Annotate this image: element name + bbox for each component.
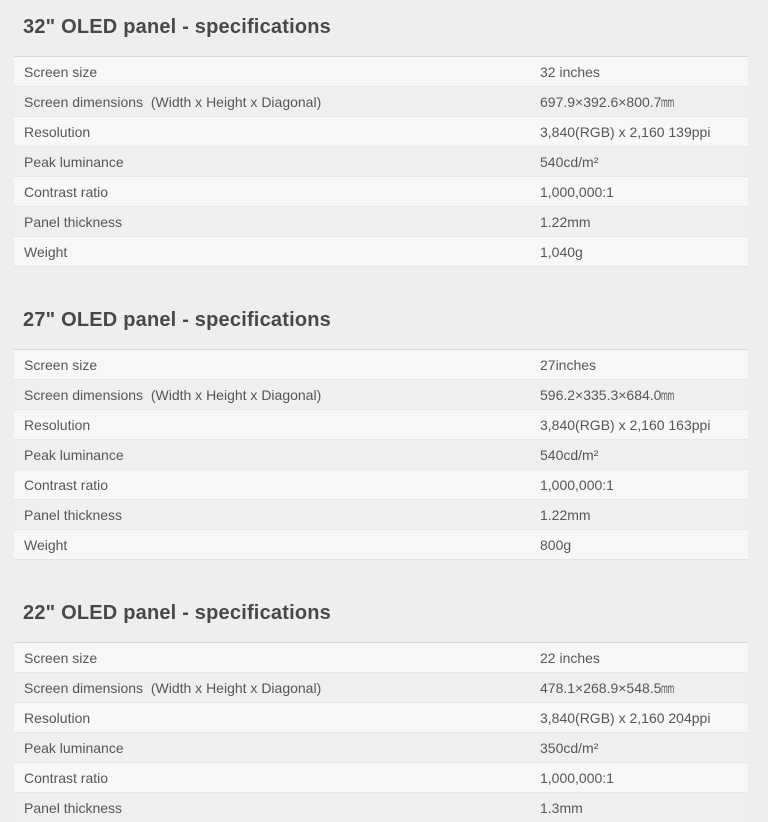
spec-value: 1,000,000:1 <box>540 769 614 786</box>
section-27-oled <box>14 267 748 560</box>
spec-label: Peak luminance <box>24 739 124 756</box>
spec-label: Screen size <box>24 649 98 666</box>
spec-label: Screen dimensions (Width x Height x Diagonal) <box>24 679 322 696</box>
spec-value: 3,840(RGB) x 2,160 204ppi <box>540 709 711 726</box>
spec-value: 3,840(RGB) x 2,160 163ppi <box>540 416 711 433</box>
spec-label: Resolution <box>24 709 91 726</box>
spec-row-screen-dimensions <box>14 672 748 702</box>
spec-row-screen-dimensions <box>14 379 748 409</box>
spec-label: Resolution <box>24 416 91 433</box>
spec-value: 697.9×392.6×800.7mm <box>540 93 675 110</box>
spec-row-contrast-ratio <box>14 176 748 206</box>
spec-label: Panel thickness <box>24 213 123 230</box>
spec-row-panel-thickness <box>14 499 748 529</box>
spec-label: Contrast ratio <box>24 769 109 786</box>
spec-label: Resolution <box>24 123 91 140</box>
section-heading: 22" OLED panel - specifications <box>23 602 331 624</box>
spec-value: 800g <box>540 536 572 553</box>
spec-label: Panel thickness <box>24 506 123 523</box>
spec-row-resolution <box>14 116 748 146</box>
spec-value: 1.22mm <box>540 213 591 230</box>
spec-value: 350cd/m² <box>540 739 599 756</box>
spec-value: 540cd/m² <box>540 153 599 170</box>
spec-label: Contrast ratio <box>24 183 109 200</box>
section-22-oled <box>14 560 748 822</box>
unit-label: mm <box>661 386 675 403</box>
unit-label: mm <box>661 679 675 696</box>
spec-label: Screen dimensions (Width x Height x Diagonal) <box>24 386 322 403</box>
section-heading: 27" OLED panel - specifications <box>23 309 331 331</box>
spec-label: Screen size <box>24 356 98 373</box>
spec-row-weight <box>14 236 748 266</box>
spec-row-weight <box>14 529 748 559</box>
spec-label: Weight <box>24 243 68 260</box>
spec-row-panel-thickness <box>14 792 748 822</box>
spec-value: 1,000,000:1 <box>540 476 614 493</box>
spec-value: 478.1×268.9×548.5mm <box>540 679 675 696</box>
spec-label: Peak luminance <box>24 153 124 170</box>
spec-value: 1,000,000:1 <box>540 183 614 200</box>
spec-label: Contrast ratio <box>24 476 109 493</box>
spec-value: 22 inches <box>540 649 600 666</box>
spec-row-screen-size <box>14 350 748 379</box>
spec-row-peak-luminance <box>14 146 748 176</box>
spec-value: 1,040g <box>540 243 583 260</box>
section-heading: 32" OLED panel - specifications <box>23 16 331 38</box>
spec-row-screen-size <box>14 57 748 86</box>
spec-label: Screen size <box>24 63 98 80</box>
section-32-oled <box>14 0 748 267</box>
spec-row-resolution <box>14 409 748 439</box>
unit-label: mm <box>661 93 675 110</box>
spec-row-peak-luminance <box>14 439 748 469</box>
spec-table-32 <box>14 56 748 267</box>
spec-value: 540cd/m² <box>540 446 599 463</box>
spec-row-resolution <box>14 702 748 732</box>
spec-value: 32 inches <box>540 63 600 80</box>
spec-label: Panel thickness <box>24 799 123 816</box>
spec-row-contrast-ratio <box>14 469 748 499</box>
spec-label: Peak luminance <box>24 446 124 463</box>
spec-row-screen-dimensions <box>14 86 748 116</box>
spec-value: 1.3mm <box>540 799 583 816</box>
spec-value: 3,840(RGB) x 2,160 139ppi <box>540 123 711 140</box>
spec-value: 27inches <box>540 356 597 373</box>
spec-row-panel-thickness <box>14 206 748 236</box>
spec-row-contrast-ratio <box>14 762 748 792</box>
spec-table-22 <box>14 642 748 822</box>
spec-value: 1.22mm <box>540 506 591 523</box>
spec-value: 596.2×335.3×684.0mm <box>540 386 675 403</box>
spec-label: Screen dimensions (Width x Height x Diagonal) <box>24 93 322 110</box>
spec-row-peak-luminance <box>14 732 748 762</box>
spec-label: Weight <box>24 536 68 553</box>
spec-row-screen-size <box>14 643 748 672</box>
spec-table-27 <box>14 349 748 560</box>
